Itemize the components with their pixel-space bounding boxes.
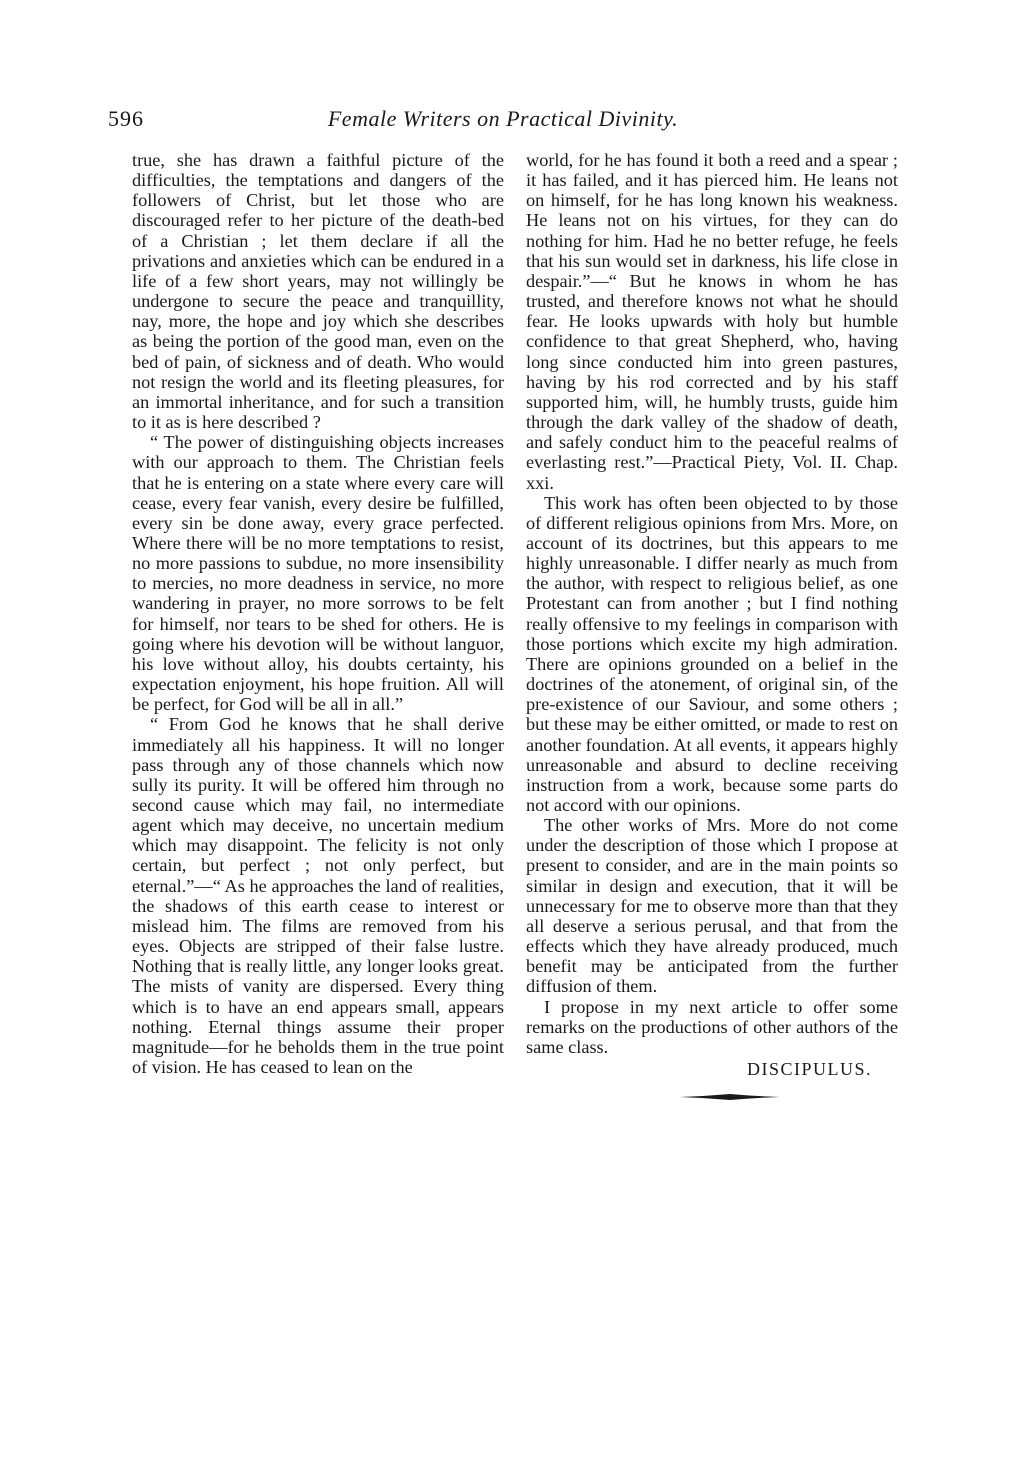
page-number: 596 [108, 106, 144, 131]
left-column [132, 150, 504, 1077]
page-header [108, 106, 898, 140]
paragraph: I propose in my next article to offer some remarks on the productions of other authors of the same class. [526, 996, 898, 1057]
paragraph: world, for he has found it both a reed and a spear ; it has failed, and it has pierced him. He leans not on himself, for he has long known his weakness. He leans not on his virtues, for they can do nothing for him. Had he no better refuge, he feels that his sun would set in darkness, his life close in despair.”—“ But he knows in whom he has trusted, and therefore knows not what he should fear. He looks upwards with holy but humble confidence to that great Shepherd, who, having long since conducted him into green pastures, having by his rod corrected and by his staff supported him, will, he humbly trusts, guide him through the dark valley of the shadow of death, and safely conduct him to the peaceful realms of everlasting rest.”—Practical Piety, Vol. II. Chap. xxi. [526, 150, 898, 493]
paragraph: “ The power of distinguishing objects increases with our approach to them. The Christian feels that he is entering on a state where every care will cease, every fear vanish, every desire be fulfilled, every sin be done away, every grace perfected. Where there will be no more temptations to resist, no more passions to subdue, no more insensibility to mercies, no more deadness in service, no more wandering in prayer, no more sorrows to be felt for himself, nor tears to be shed for others. He is going where his devotion will be without languor, his love without alloy, his doubts certainty, his expectation enjoyment, his hope fruition. All will be perfect, for God will be all in all.” [132, 432, 504, 715]
paragraph: This work has often been objected to by those of different religious opinions from Mrs. More, on account of its doctrines, but this appears to me highly unreasonable. I differ nearly as much from the author, with respect to religious belief, as one Protestant can from another ; but I find nothing really offensive to my feelings in comparison with those portions which excite my high admiration. There are opinions grounded on a belief in the doctrines of the atonement, of original sin, of the pre-existence of our Saviour, and some others ; but these may be either omitted, or made to rest on another foundation. At all events, it appears highly unreasonable and absurd to decline receiving instruction from a work, because some parts do not accord with our opinions. [526, 492, 898, 815]
paragraph: true, she has drawn a faithful picture of the difficulties, the temptations and dangers of the followers of Christ, but let those who are discouraged refer to her picture of the death-bed of a Christian ; let them declare if all the privations and anxieties which can be endured in a life of a few short years, may not willingly be undergone to secure the peace and tranquillity, nay, more, the hope and joy which she describes as being the portion of the good man, even on the bed of pain, of sickness and of death. Who would not resign the world and its fleeting pleasures, for an immortal inheritance, and for such a transition to it as is here described ? [132, 150, 504, 433]
paragraph: The other works of Mrs. More do not come under the description of those which I propose at present to consider, and are in the main points so similar in design and execution, that it will be unnecessary for me to observe more than that they all deserve a serious perusal, and that from the effects which they have already produced, much benefit may be anticipated from the further diffusion of them. [526, 815, 898, 997]
end-rule-ornament [680, 1093, 780, 1101]
running-title: Female Writers on Practical Divinity. [327, 106, 679, 131]
signature: DISCIPULUS. [746, 1059, 872, 1080]
paragraph: “ From God he knows that he shall derive immediately all his happiness. It will no longer pass through any of those channels which now sully its purity. It will be offered him through no second cause which may fail, no intermediate agent which may deceive, no uncertain medium which may disappoint. The felicity is not only certain, but perfect ; not only perfect, but eternal.”—“ As he approaches the land of realities, the shadows of this earth cease to interest or mislead him. The films are removed from his eyes. Objects are stripped of their false lustre. Nothing that is really little, any longer looks great. The mists of vanity are dispersed. Every thing which is to have an end appears small, appears nothing. Eternal things assume their proper magnitude—for he beholds them in the true point of vision. He has ceased to lean on the [132, 714, 504, 1078]
right-column [526, 150, 898, 1101]
